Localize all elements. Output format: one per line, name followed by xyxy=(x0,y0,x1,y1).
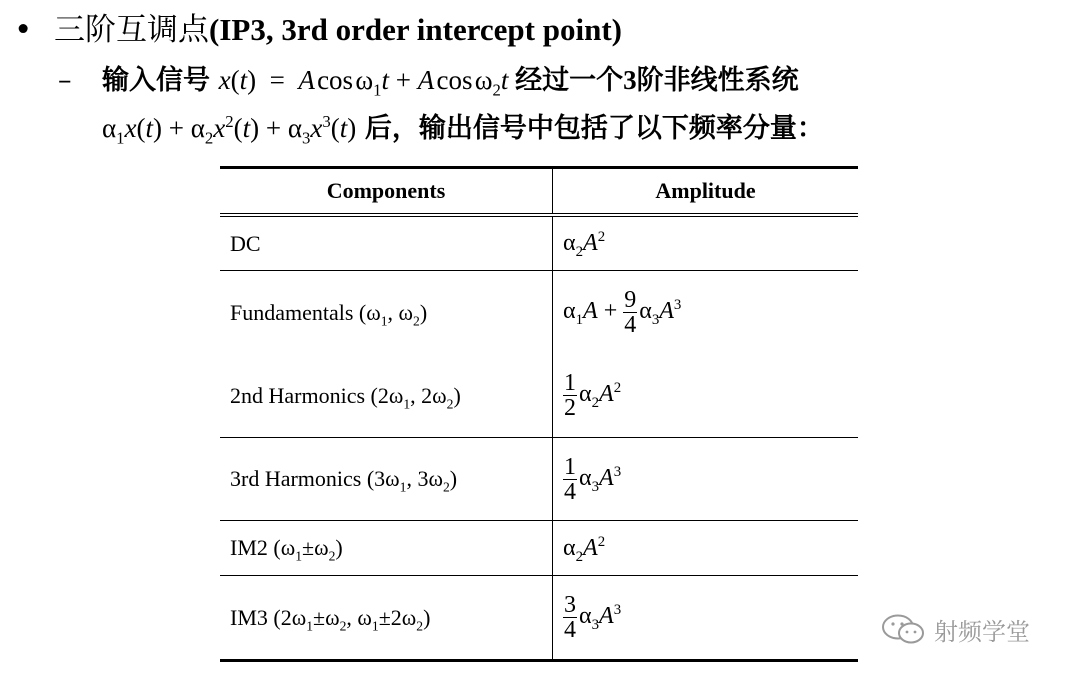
fraction: $\frac{9}{4}$ xyxy=(624,287,637,338)
intro-after: 后，输出信号中包括了以下频率分量： xyxy=(364,113,824,144)
system-expression: $\alpha_1x(t) + \alpha_2x^2(t) + \alpha_3x^3(t)$ xyxy=(102,112,357,148)
amplitude-cell: $\alpha_2A^2$ xyxy=(553,215,859,271)
heading-title-en: (IP3, 3rd order intercept point) xyxy=(209,12,622,47)
dash-icon: – xyxy=(58,65,72,96)
components-table xyxy=(220,166,858,662)
watermark-text: 射频学堂 xyxy=(934,618,1030,646)
component-cell: DC xyxy=(220,215,553,271)
order-number: 3 xyxy=(623,65,637,95)
heading-line xyxy=(14,8,622,52)
table-row xyxy=(220,354,858,438)
fraction: $\frac{1}{4}$ xyxy=(564,453,576,505)
fraction: $\frac{1}{2}$ xyxy=(564,370,576,421)
wechat-logo-icon xyxy=(880,613,928,647)
intro-line-2 xyxy=(102,108,824,149)
table-header-row xyxy=(220,168,858,216)
component-cell: IM3 ($2\omega_1\pm\omega_2$, $\omega_1\pm 2\omega_2$) xyxy=(220,576,553,661)
component-cell: 2nd Harmonics ($2\omega_1$, $2\omega_2$) xyxy=(220,354,553,438)
header-components: Components xyxy=(220,168,553,216)
header-amplitude: Amplitude xyxy=(553,168,859,216)
component-cell: 3rd Harmonics ($3\omega_1$, $3\omega_2$) xyxy=(220,438,553,521)
table-row xyxy=(220,521,858,576)
intro-mid: 经过一个 xyxy=(515,65,624,96)
amplitude-cell: $\alpha_2A^2$ xyxy=(553,521,859,576)
table-row xyxy=(220,215,858,271)
amplitude-cell: $\frac{1}{4}$ $\alpha_3A^3$ xyxy=(553,438,859,521)
table-row xyxy=(220,438,858,521)
fraction: $\frac{3}{4}$ xyxy=(564,592,576,643)
amplitude-cell: $\alpha_1A$ + $\frac{9}{4}$ $\alpha_3A^3$ xyxy=(563,287,682,338)
component-cell: IM2 $(\omega_1\pm\omega_2)$ xyxy=(220,521,553,576)
table-row xyxy=(220,271,858,355)
table-row xyxy=(220,576,858,661)
heading-title-cjk: 三阶互调点 xyxy=(54,12,209,48)
amplitude-cell: $\frac{3}{4}$ $\alpha_3A^3$ xyxy=(553,576,859,661)
bullet-icon: • xyxy=(14,12,33,48)
component-cell: Fundamentals ($\omega_1$, $\omega_2$) xyxy=(220,271,553,355)
amplitude-cell: $\frac{1}{2}$ $\alpha_2A^2$ xyxy=(553,354,859,438)
intro-lead: 输入信号 xyxy=(102,65,210,96)
watermark xyxy=(880,612,1030,647)
intro-tail: 阶非线性系统 xyxy=(636,65,799,96)
signal-expression: x(t) = A cos $\omega_1t + A$ cos $\omega_2t$ xyxy=(218,65,509,100)
intro-line-1 xyxy=(58,60,799,101)
